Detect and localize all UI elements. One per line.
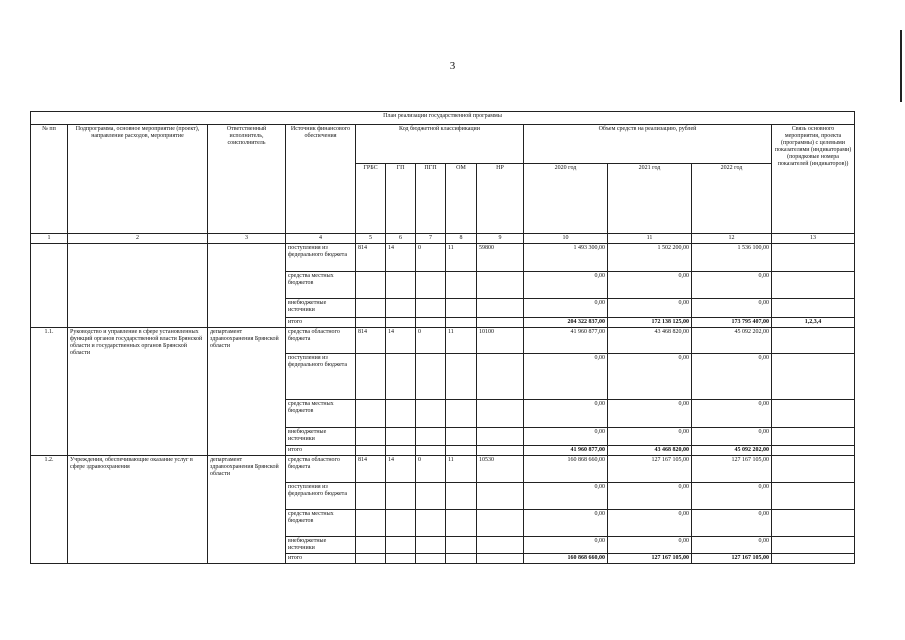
header-responsible: Ответственный исполнитель, соисполнитель (208, 125, 286, 234)
code-gp (386, 510, 416, 537)
header-link: Связь основного мероприятия, проекта (программы) с целевыми показателями (индикаторами) (порядковые номера показателей (индикаторов)) (772, 125, 855, 234)
indicator-link (772, 446, 855, 456)
funding-source: поступления из федерального бюджета (286, 354, 356, 400)
volume-2022: 1 536 100,00 (692, 244, 772, 272)
code-om (446, 554, 477, 564)
column-number-row (31, 234, 855, 244)
volume-2021: 0,00 (608, 483, 692, 510)
code-om: 11 (446, 456, 477, 483)
indicator-link (772, 483, 855, 510)
indicator-link (772, 537, 855, 554)
code-nr (477, 400, 524, 428)
code-nr: 10530 (477, 456, 524, 483)
volume-2020: 0,00 (524, 483, 608, 510)
code-om: 11 (446, 328, 477, 354)
indicator-link (772, 328, 855, 354)
funding-source: итого (286, 318, 356, 328)
code-gp (386, 318, 416, 328)
funding-source: итого (286, 446, 356, 456)
indicator-link (772, 354, 855, 400)
code-gp (386, 400, 416, 428)
volume-2022: 0,00 (692, 483, 772, 510)
column-number: 5 (356, 234, 386, 244)
column-number: 12 (692, 234, 772, 244)
code-pgp (416, 318, 446, 328)
volume-2021: 0,00 (608, 299, 692, 318)
volume-2020: 0,00 (524, 272, 608, 299)
column-number: 2 (68, 234, 208, 244)
column-number: 7 (416, 234, 446, 244)
activity-name: Руководство и управление в сфере установленных функций органов государственной власти Брянской области и государственных органов Брянской области (68, 328, 208, 456)
volume-2021: 0,00 (608, 400, 692, 428)
code-nr: 59800 (477, 244, 524, 272)
code-grbs (356, 554, 386, 564)
volume-2021: 0,00 (608, 510, 692, 537)
volume-2022: 0,00 (692, 272, 772, 299)
code-nr (477, 483, 524, 510)
header-subprogram: Подпрограмма, основное мероприятие (проект), направление расходов, мероприятие (68, 125, 208, 234)
header-nr: НР (477, 164, 524, 234)
code-pgp (416, 299, 446, 318)
column-number: 9 (477, 234, 524, 244)
code-pgp: 0 (416, 244, 446, 272)
code-pgp (416, 272, 446, 299)
header-budget-code: Код бюджетной классификации (356, 125, 524, 164)
code-grbs: 814 (356, 456, 386, 483)
code-nr: 10100 (477, 328, 524, 354)
column-number: 4 (286, 234, 356, 244)
funding-source: средства местных бюджетов (286, 510, 356, 537)
column-number: 6 (386, 234, 416, 244)
code-gp: 14 (386, 456, 416, 483)
column-number: 13 (772, 234, 855, 244)
responsible-executor: департамент здравоохранения Брянской области (208, 328, 286, 456)
header-year-2020: 2020 год (524, 164, 608, 234)
funding-source: внебюджетные источники (286, 428, 356, 446)
funding-source: средства местных бюджетов (286, 400, 356, 428)
indicator-link (772, 244, 855, 272)
code-pgp (416, 554, 446, 564)
code-om: 11 (446, 244, 477, 272)
code-grbs (356, 537, 386, 554)
column-number: 8 (446, 234, 477, 244)
code-pgp (416, 400, 446, 428)
code-om (446, 400, 477, 428)
header-gp: ГП (386, 164, 416, 234)
code-gp: 14 (386, 328, 416, 354)
column-number: 3 (208, 234, 286, 244)
code-om (446, 354, 477, 400)
table-row (31, 456, 855, 483)
volume-2021: 43 468 820,00 (608, 446, 692, 456)
code-nr (477, 318, 524, 328)
code-gp (386, 446, 416, 456)
code-gp (386, 554, 416, 564)
volume-2021: 0,00 (608, 354, 692, 400)
code-grbs (356, 428, 386, 446)
code-gp: 14 (386, 244, 416, 272)
funding-source: средства областного бюджета (286, 456, 356, 483)
volume-2021: 43 468 820,00 (608, 328, 692, 354)
code-grbs (356, 299, 386, 318)
code-om (446, 299, 477, 318)
volume-2022: 0,00 (692, 537, 772, 554)
header-om: ОМ (446, 164, 477, 234)
volume-2022: 45 092 202,00 (692, 328, 772, 354)
code-nr (477, 554, 524, 564)
volume-2021: 1 502 200,00 (608, 244, 692, 272)
code-pgp: 0 (416, 328, 446, 354)
volume-2022: 0,00 (692, 299, 772, 318)
page-number: 3 (449, 60, 456, 72)
volume-2020: 0,00 (524, 354, 608, 400)
volume-2020: 160 868 660,00 (524, 456, 608, 483)
code-om (446, 510, 477, 537)
header-pgp: ПГП (416, 164, 446, 234)
code-grbs (356, 483, 386, 510)
code-pgp (416, 428, 446, 446)
code-pgp (416, 354, 446, 400)
code-grbs (356, 354, 386, 400)
code-grbs: 814 (356, 244, 386, 272)
code-grbs: 814 (356, 328, 386, 354)
responsible-executor: департамент здравоохранения Брянской области (208, 456, 286, 564)
volume-2022: 127 167 105,00 (692, 554, 772, 564)
funding-source: поступления из федерального бюджета (286, 244, 356, 272)
volume-2020: 204 322 837,00 (524, 318, 608, 328)
funding-source: внебюджетные источники (286, 537, 356, 554)
volume-2022: 0,00 (692, 400, 772, 428)
code-pgp (416, 446, 446, 456)
volume-2020: 41 960 877,00 (524, 328, 608, 354)
funding-source: итого (286, 554, 356, 564)
code-om (446, 537, 477, 554)
header-num: № пп (31, 125, 68, 234)
code-om (446, 446, 477, 456)
code-pgp (416, 537, 446, 554)
code-grbs (356, 446, 386, 456)
activity-name (68, 244, 208, 328)
table-title: План реализации государственной программы (31, 112, 855, 125)
code-gp (386, 354, 416, 400)
row-number: 1.1. (31, 328, 68, 456)
funding-source: средства местных бюджетов (286, 272, 356, 299)
indicator-link (772, 272, 855, 299)
column-number: 10 (524, 234, 608, 244)
volume-2022: 0,00 (692, 428, 772, 446)
code-gp (386, 483, 416, 510)
volume-2021: 172 138 125,00 (608, 318, 692, 328)
table-row (31, 328, 855, 354)
activity-name: Учреждения, обеспечивающие оказание услуг в сфере здравоохранения (68, 456, 208, 564)
indicator-link (772, 510, 855, 537)
volume-2021: 0,00 (608, 272, 692, 299)
code-om (446, 483, 477, 510)
volume-2022: 0,00 (692, 510, 772, 537)
code-grbs (356, 510, 386, 537)
volume-2020: 1 493 300,00 (524, 244, 608, 272)
volume-2022: 173 795 407,00 (692, 318, 772, 328)
header-year-2022: 2022 год (692, 164, 772, 234)
volume-2020: 41 960 877,00 (524, 446, 608, 456)
code-om (446, 318, 477, 328)
code-gp (386, 272, 416, 299)
indicator-link (772, 456, 855, 483)
volume-2022: 0,00 (692, 354, 772, 400)
volume-2020: 0,00 (524, 537, 608, 554)
header-year-2021: 2021 год (608, 164, 692, 234)
code-nr (477, 537, 524, 554)
code-grbs (356, 318, 386, 328)
code-om (446, 428, 477, 446)
funding-source: поступления из федерального бюджета (286, 483, 356, 510)
indicator-link (772, 299, 855, 318)
code-gp (386, 537, 416, 554)
header-source: Источник финансового обеспечения (286, 125, 356, 234)
code-nr (477, 428, 524, 446)
volume-2020: 0,00 (524, 510, 608, 537)
volume-2021: 0,00 (608, 537, 692, 554)
header-grbs: ГРБС (356, 164, 386, 234)
table-row (31, 244, 855, 272)
row-number (31, 244, 68, 328)
code-pgp (416, 510, 446, 537)
indicator-link (772, 428, 855, 446)
code-pgp (416, 483, 446, 510)
code-gp (386, 428, 416, 446)
header-volume: Объем средств на реализацию, рублей (524, 125, 772, 164)
code-grbs (356, 400, 386, 428)
margin-mark (900, 30, 902, 102)
volume-2020: 160 868 660,00 (524, 554, 608, 564)
volume-2020: 0,00 (524, 299, 608, 318)
code-grbs (356, 272, 386, 299)
responsible-executor (208, 244, 286, 328)
code-nr (477, 272, 524, 299)
code-gp (386, 299, 416, 318)
volume-2020: 0,00 (524, 428, 608, 446)
code-om (446, 272, 477, 299)
volume-2021: 127 167 105,00 (608, 554, 692, 564)
code-pgp: 0 (416, 456, 446, 483)
column-number: 11 (608, 234, 692, 244)
indicator-link: 1,2,3,4 (772, 318, 855, 328)
code-nr (477, 354, 524, 400)
code-nr (477, 299, 524, 318)
funding-source: внебюджетные источники (286, 299, 356, 318)
indicator-link (772, 400, 855, 428)
code-nr (477, 510, 524, 537)
code-nr (477, 446, 524, 456)
volume-2022: 127 167 105,00 (692, 456, 772, 483)
funding-source: средства областного бюджета (286, 328, 356, 354)
volume-2021: 127 167 105,00 (608, 456, 692, 483)
volume-2022: 45 092 202,00 (692, 446, 772, 456)
indicator-link (772, 554, 855, 564)
column-number: 1 (31, 234, 68, 244)
volume-2020: 0,00 (524, 400, 608, 428)
volume-2021: 0,00 (608, 428, 692, 446)
program-plan-table (30, 111, 855, 564)
row-number: 1.2. (31, 456, 68, 564)
